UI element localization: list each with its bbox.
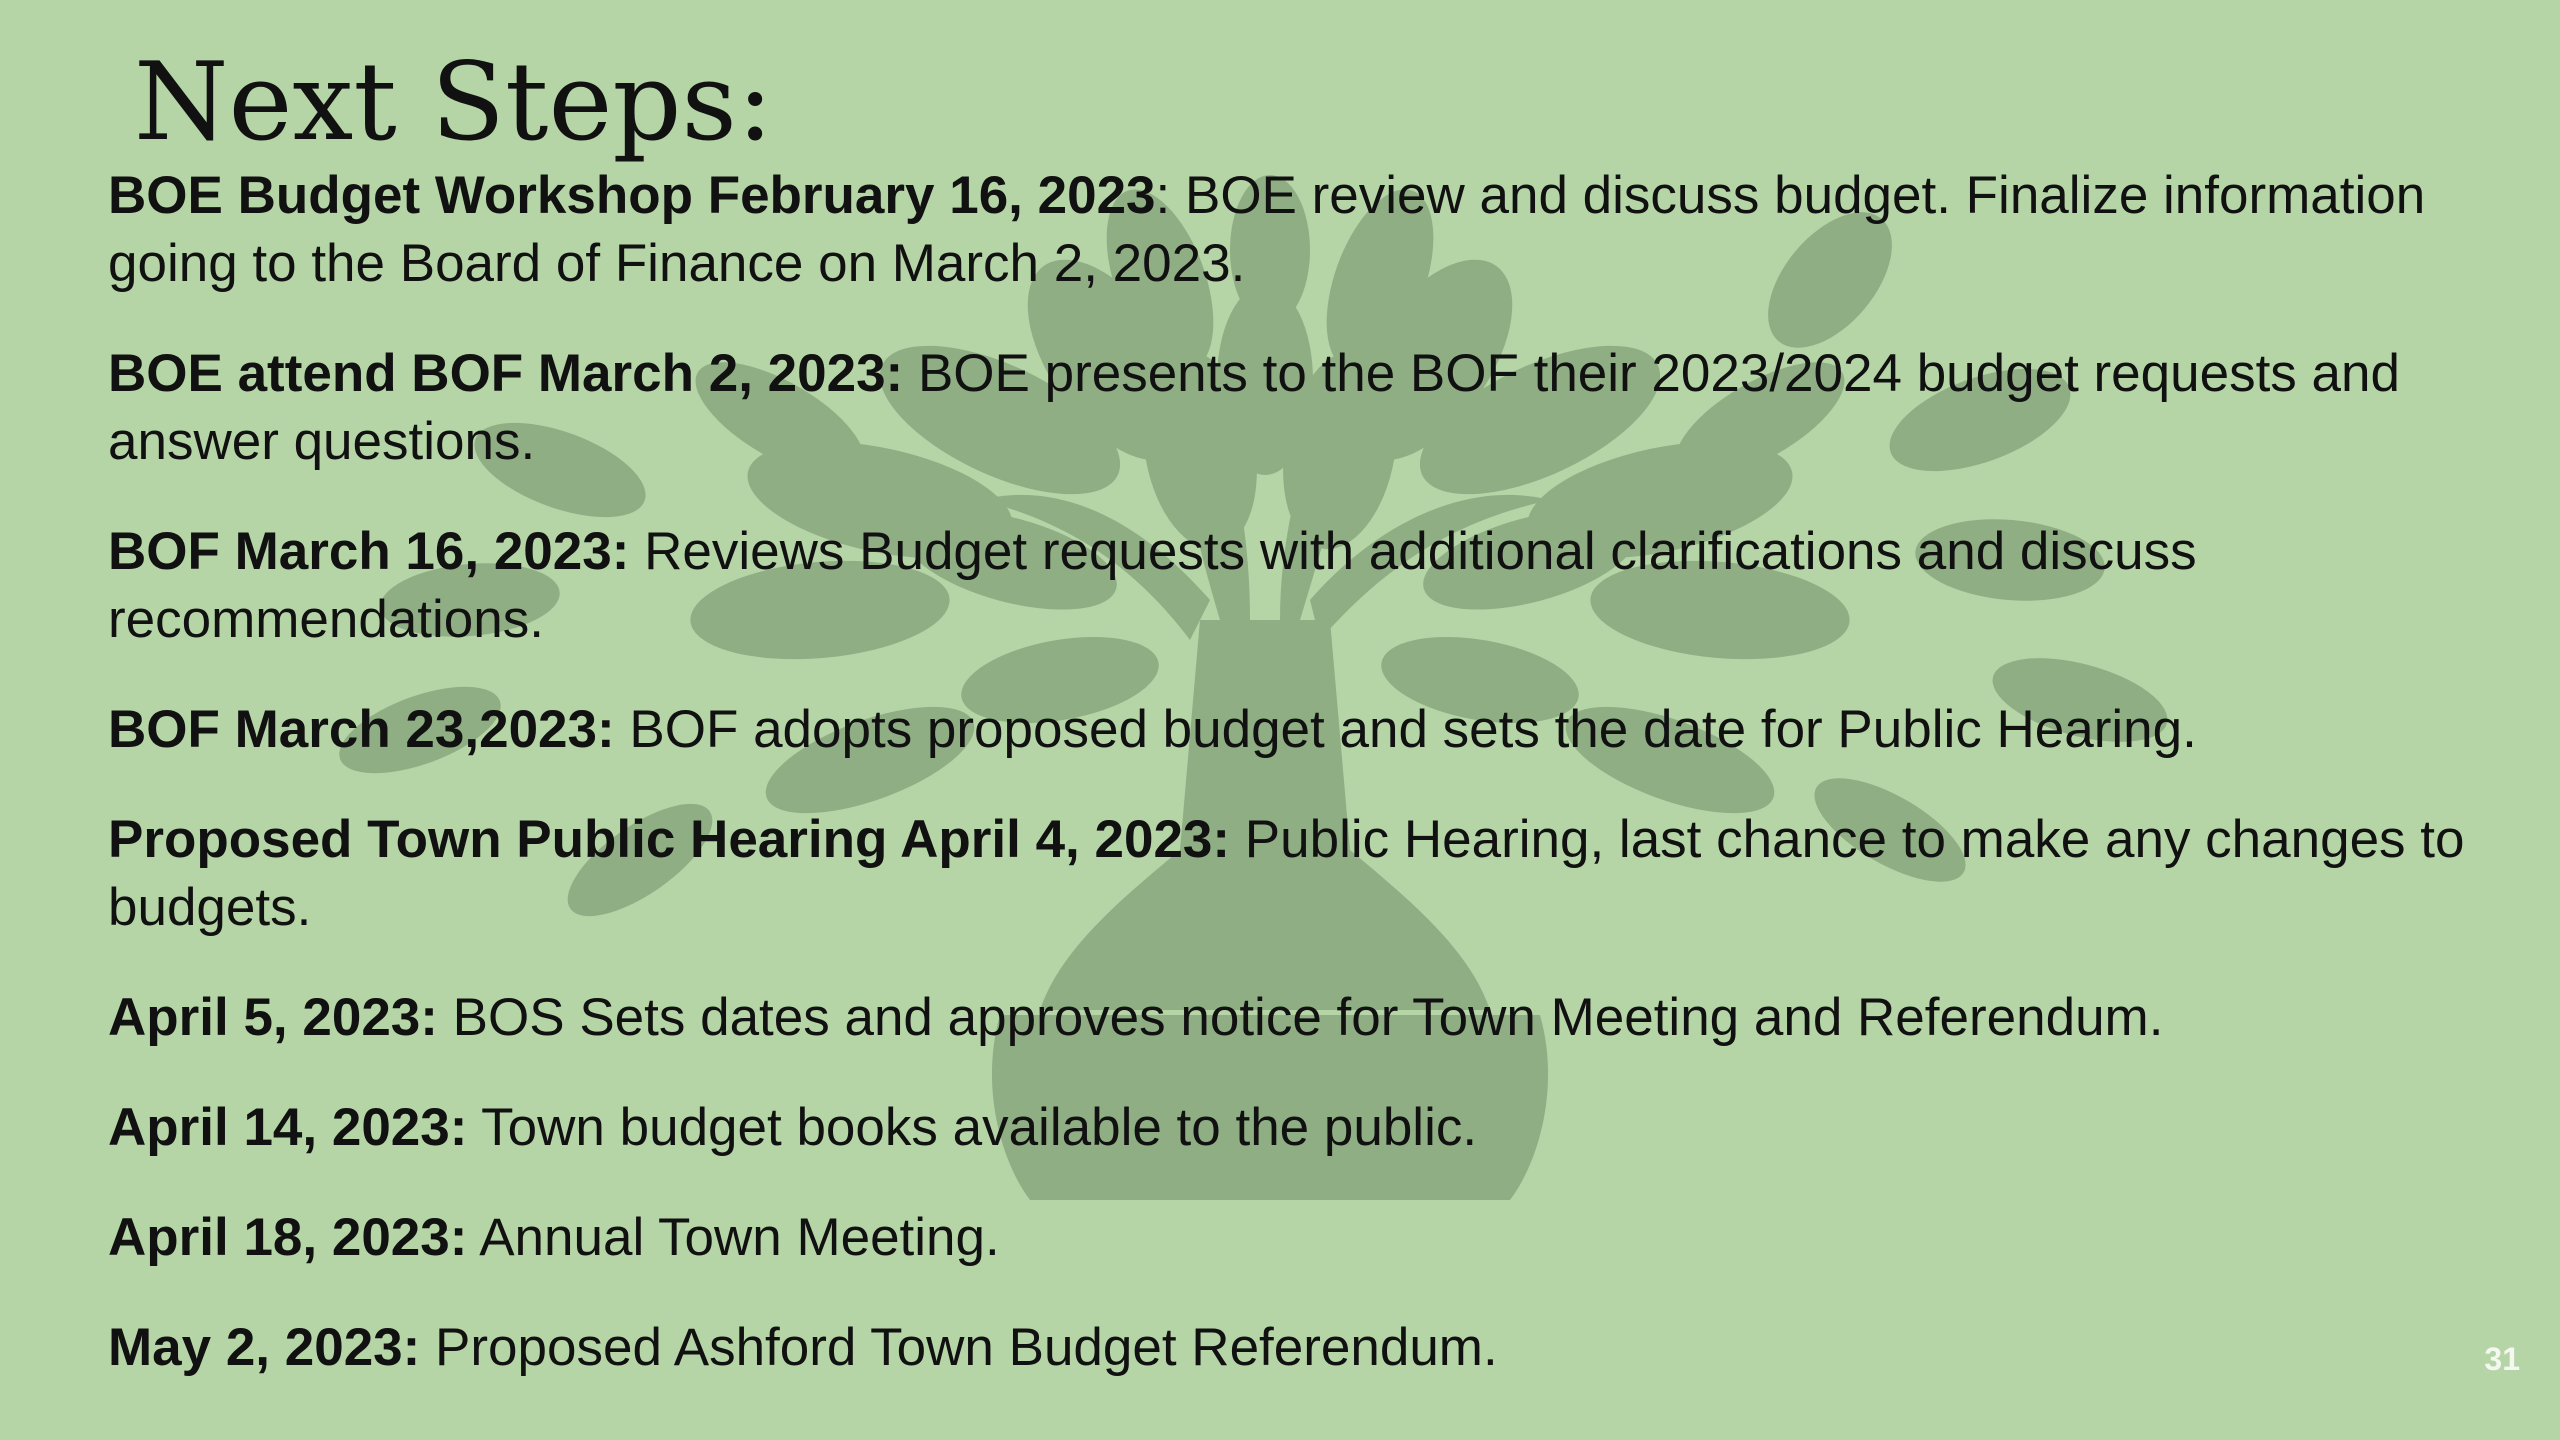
item-description: Public Hearing, last chance to make any changes to budgets. <box>108 810 2465 937</box>
item-description: BOE presents to the BOF their 2023/2024 budget requests and answer questions. <box>108 344 2400 471</box>
list-item <box>108 984 2488 1052</box>
item-description: : BOE review and discuss budget. Finalize information going to the Board of Finance on March 2, 2023. <box>108 166 2426 293</box>
list-item <box>108 162 2488 298</box>
next-steps-list <box>108 162 2488 1424</box>
list-item <box>108 518 2488 654</box>
page-number: 31 <box>2484 1341 2520 1377</box>
list-item <box>108 340 2488 476</box>
item-description: Annual Town Meeting. <box>467 1208 1000 1267</box>
item-description: Reviews Budget requests with additional clarifications and discuss recommendations. <box>108 522 2197 649</box>
item-description: Proposed Ashford Town Budget Referendum. <box>420 1318 1498 1377</box>
item-date-label: BOE Budget Workshop February 16, 2023 <box>108 166 1156 225</box>
list-item <box>108 806 2488 942</box>
item-date-label: April 5, 2023: <box>108 988 438 1047</box>
list-item <box>108 1314 2488 1382</box>
list-item <box>108 1094 2488 1162</box>
item-date-label: BOF March 16, 2023: <box>108 522 630 581</box>
item-date-label: BOE attend BOF March 2, 2023: <box>108 344 904 403</box>
list-item <box>108 696 2488 764</box>
page-title: Next Steps: <box>134 40 774 165</box>
item-description: BOS Sets dates and approves notice for Town Meeting and Referendum. <box>437 988 2164 1047</box>
item-date-label: BOF March 23,2023: <box>108 700 615 759</box>
item-description: BOF adopts proposed budget and sets the date for Public Hearing. <box>614 700 2197 759</box>
item-date-label: April 18, 2023: <box>108 1208 468 1267</box>
list-item <box>108 1204 2488 1272</box>
item-date-label: April 14, 2023: <box>108 1098 468 1157</box>
item-description: Town budget books available to the public. <box>467 1098 1478 1157</box>
item-date-label: May 2, 2023: <box>108 1318 421 1377</box>
item-date-label: Proposed Town Public Hearing April 4, 2023: <box>108 810 1231 869</box>
